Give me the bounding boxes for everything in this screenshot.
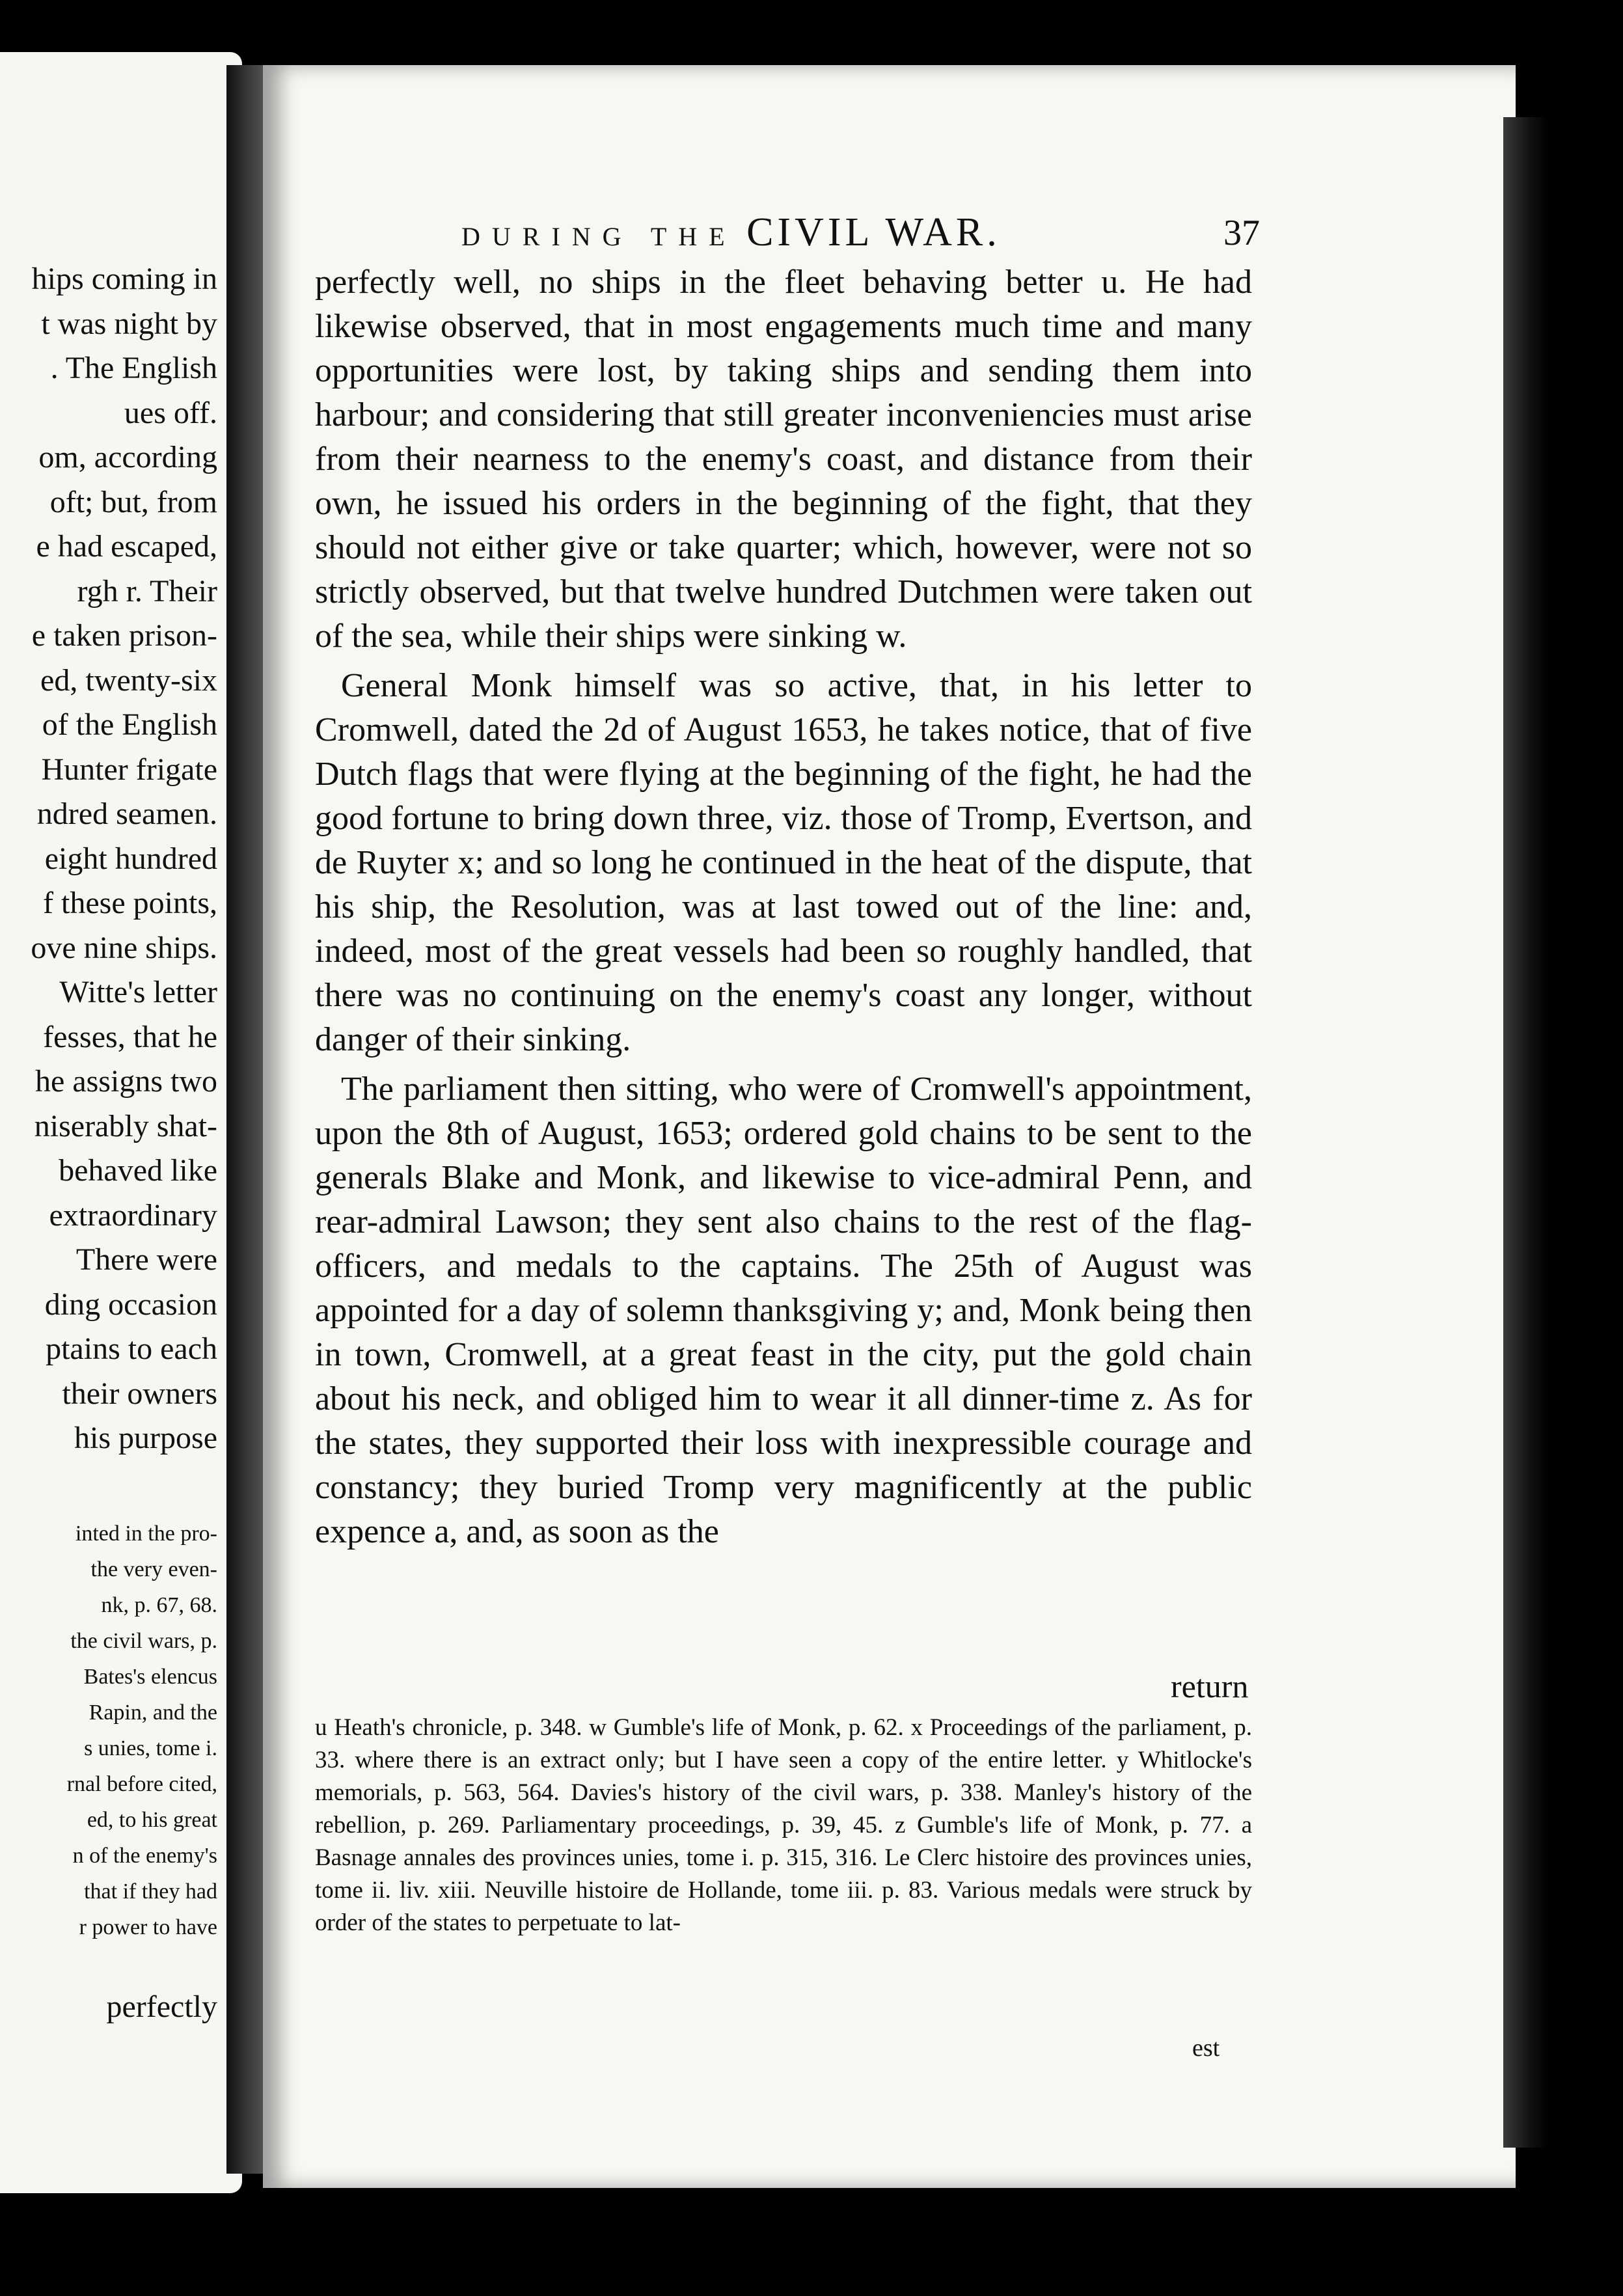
left-page-line: niserably shat- — [34, 1108, 217, 1143]
page-number: 37 — [1223, 213, 1260, 253]
main-text — [315, 260, 1252, 1554]
left-page-line: eight hundred — [44, 841, 217, 876]
left-page-line: e had escaped, — [36, 529, 217, 564]
left-page-line: behaved like — [59, 1153, 217, 1188]
left-page-line: ndred seamen. — [36, 797, 217, 831]
left-page-line: fesses, that he — [43, 1019, 217, 1054]
left-page-line: f these points, — [43, 886, 217, 920]
left-page-line: oft; but, from — [49, 484, 217, 519]
left-page-note-line: the very even- — [90, 1557, 217, 1581]
left-page-note-line: that if they had — [84, 1879, 217, 1904]
left-page-line: There were — [75, 1242, 217, 1277]
left-page-line: ed, twenty-six — [40, 663, 217, 698]
left-page-note-line: the civil wars, p. — [70, 1629, 217, 1653]
left-page-note-line: nk, p. 67, 68. — [101, 1593, 217, 1617]
left-page-line: ove nine ships. — [31, 930, 217, 965]
running-head-big: CIVIL WAR. — [746, 210, 1001, 254]
running-head-small: DURING THE — [461, 222, 737, 251]
left-page-line: their owners — [62, 1376, 217, 1411]
left-page-note-line: rnal before cited, — [66, 1772, 217, 1796]
left-page-line: his purpose — [74, 1421, 217, 1455]
left-page-note-line: n of the enemy's — [72, 1844, 217, 1868]
left-page-line: ptains to each — [46, 1332, 217, 1366]
left-page-line: Witte's letter — [59, 975, 217, 1009]
left-page-line: ues off. — [124, 395, 217, 430]
footnote-catchword: est — [1192, 2034, 1220, 2062]
left-page-note-line: Bates's elencus — [83, 1665, 217, 1689]
running-head — [461, 210, 1001, 256]
left-page-line: t was night by — [41, 306, 217, 341]
paragraph-3: The parliament then sitting, who were of Cromwell's appointment, upon the 8th of August, 1653; ordered gold chains to be sent to the generals Blake and Monk, and likewise to vice-admiral Penn, and rear-admiral Lawson; they sent also chains to the rest of the flag-officers, and medals to the captains. The 25th of August was appointed for a day of solemn thanksgiving y; and, Monk being then in town, Cromwell, at a great feast in the city, put the gold chain about his neck, and obliged him to wear it all dinner-time z. As for the states, they supported their loss with inexpressible courage and constancy; they buried Tromp very magnificently at the public expence a, and, as soon as the — [315, 1071, 1252, 1550]
left-page-line: . The English — [50, 351, 217, 385]
left-page-line: om, according — [38, 440, 217, 474]
left-page-line: hips coming in — [31, 262, 217, 296]
left-page-catchword: perfectly — [106, 1989, 217, 2024]
catchword: return — [1171, 1668, 1249, 1704]
paragraph-2: General Monk himself was so active, that, in his letter to Cromwell, dated the 2d of August 1653, he takes notice, that of five Dutch flags that were flying at the beginning of the fight, he had the good fortune to bring down three, viz. those of Tromp, Evertson, and de Ruyter x; and so long he continued in the heat of the dispute, that his ship, the Resolution, was at last towed out of the line: and, indeed, most of the great vessels had been so roughly handled, that there was no continuing on the enemy's coast any longer, without danger of their sinking. — [315, 667, 1252, 1058]
left-page-note-line: ed, to his great — [87, 1808, 217, 1832]
left-page-note-line: Rapin, and the — [89, 1701, 217, 1725]
paragraph-1: perfectly well, no ships in the fleet behaving better u. He had likewise observed, that in most engagements much time and many opportunities were lost, by taking ships and sending them into harbour; and considering that still greater inconveniencies must arise from their nearness to the enemy's coast, and distance from their own, he issued his orders in the beginning of the fight, that they should not either give or take quarter; which, however, were not so strictly observed, but that twelve hundred Dutchmen were taken out of the sea, while their ships were sinking w. — [315, 264, 1252, 655]
left-page-note-line: r power to have — [79, 1915, 217, 1939]
left-page — [0, 52, 242, 2193]
left-page-line: ding occasion — [44, 1287, 217, 1322]
left-page-line: rgh r. Their — [77, 573, 217, 608]
left-page-line: of the English — [42, 707, 217, 742]
footnotes — [315, 1712, 1252, 1939]
left-page-line: extraordinary — [49, 1197, 217, 1233]
left-page-line: e taken prison- — [31, 618, 217, 653]
left-page-line: he assigns two — [35, 1064, 217, 1099]
left-page-line: Hunter frigate — [41, 752, 217, 787]
left-page-note-line: inted in the pro- — [75, 1522, 217, 1546]
page-edge — [1503, 117, 1549, 2148]
right-page — [263, 65, 1516, 2188]
left-page-note-line: s unies, tome i. — [84, 1736, 217, 1760]
footnote-text: u Heath's chronicle, p. 348. w Gumble's life of Monk, p. 62. x Proceedings of the parliament, p. 33. where there is an extract only; but I have seen a copy of the entire letter. y Whitlocke's memorials, p. 563, 564. Davies's history of the civil wars, p. 338. Manley's history of the rebellion, p. 269. Parliamentary proceedings, p. 39, 45. z Gumble's life of Monk, p. 77. a Basnage annales des provinces unies, tome i. p. 315, 316. Le Clerc histoire des provinces unies, tome ii. liv. xiii. Neuville histoire de Hollande, tome iii. p. 83. Various medals were struck by order of the states to perpetuate to lat- — [315, 1714, 1252, 1936]
